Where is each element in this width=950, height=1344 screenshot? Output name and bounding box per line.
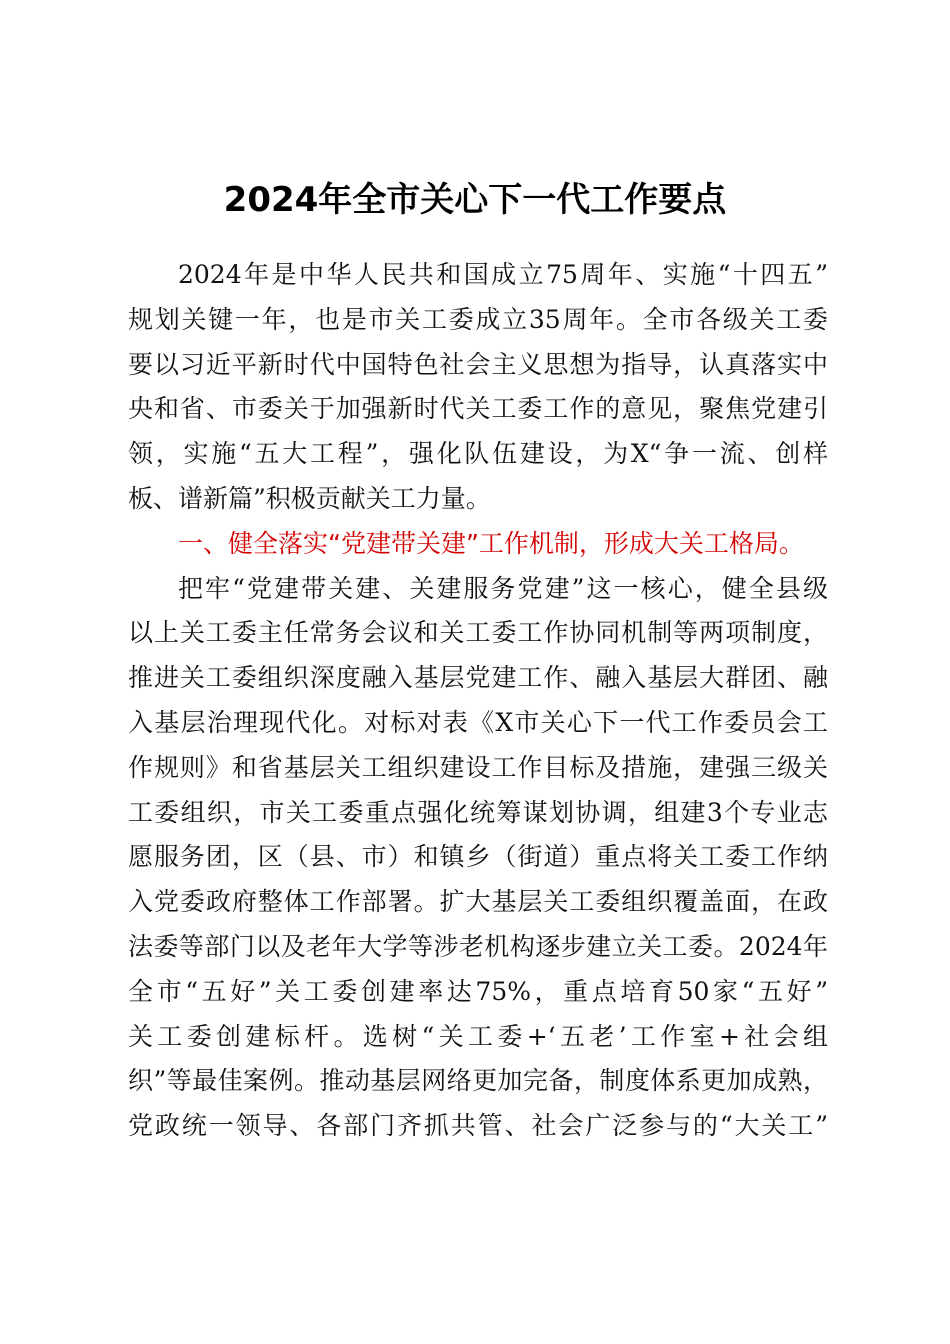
intro-line: 2024年是中华人民共和国成立75周年、实施“十四五” (178, 260, 828, 289)
document-body (128, 253, 828, 1149)
section-line: 入基层治理现代化。对标对表《X市关心下一代工作委员会工 (128, 707, 828, 737)
section-line: 全市“五好”关工委创建率达75%，重点培育50家“五好” (128, 976, 828, 1006)
section-line: 织”等最佳案例。推动基层网络更加完备，制度体系更加成熟， (128, 1066, 828, 1096)
intro-line: 要以习近平新时代中国特色社会主义思想为指导，认真落实中 (128, 349, 828, 379)
section-line: 推进关工委组织深度融入基层党建工作、融入基层大群团、融 (128, 663, 828, 693)
section-heading: 一、健全落实“党建带关建”工作机制，形成大关工格局。 (178, 528, 804, 558)
section-line: 党政统一领导、各部门齐抓共管、社会广泛参与的“大关工” (128, 1111, 828, 1141)
section-line: 工委组织，市关工委重点强化统筹谋划协调，组建3个专业志 (128, 797, 828, 827)
section-line: 把牢“党建带关建、关建服务党建”这一核心，健全县级 (178, 573, 828, 603)
section-line: 关工委创建标杆。选树“关工委+‘五老’工作室+社会组 (128, 1021, 828, 1051)
intro-line: 领，实施“五大工程”，强化队伍建设，为X“争一流、创样 (128, 439, 828, 469)
section-line: 以上关工委主任常务会议和关工委工作协同机制等两项制度， (128, 618, 828, 648)
section-line: 法委等部门以及老年大学等涉老机构逐步建立关工委。2024年 (128, 931, 828, 961)
section-line: 作规则》和省基层关工组织建设工作目标及措施，建强三级关 (128, 752, 828, 782)
section-line: 入党委政府整体工作部署。扩大基层关工委组织覆盖面，在政 (128, 887, 828, 917)
document-title: 2024年全市关心下一代工作要点 (223, 180, 727, 220)
intro-line: 规划关键一年，也是市关工委成立35周年。全市各级关工委 (128, 304, 828, 334)
section-line: 愿服务团，区（县、市）和镇乡（街道）重点将关工委工作纳 (128, 842, 828, 872)
intro-line: 板、谱新篇”积极贡献关工力量。 (128, 483, 491, 513)
intro-line: 央和省、市委关于加强新时代关工委工作的意见，聚焦党建引 (128, 394, 828, 424)
